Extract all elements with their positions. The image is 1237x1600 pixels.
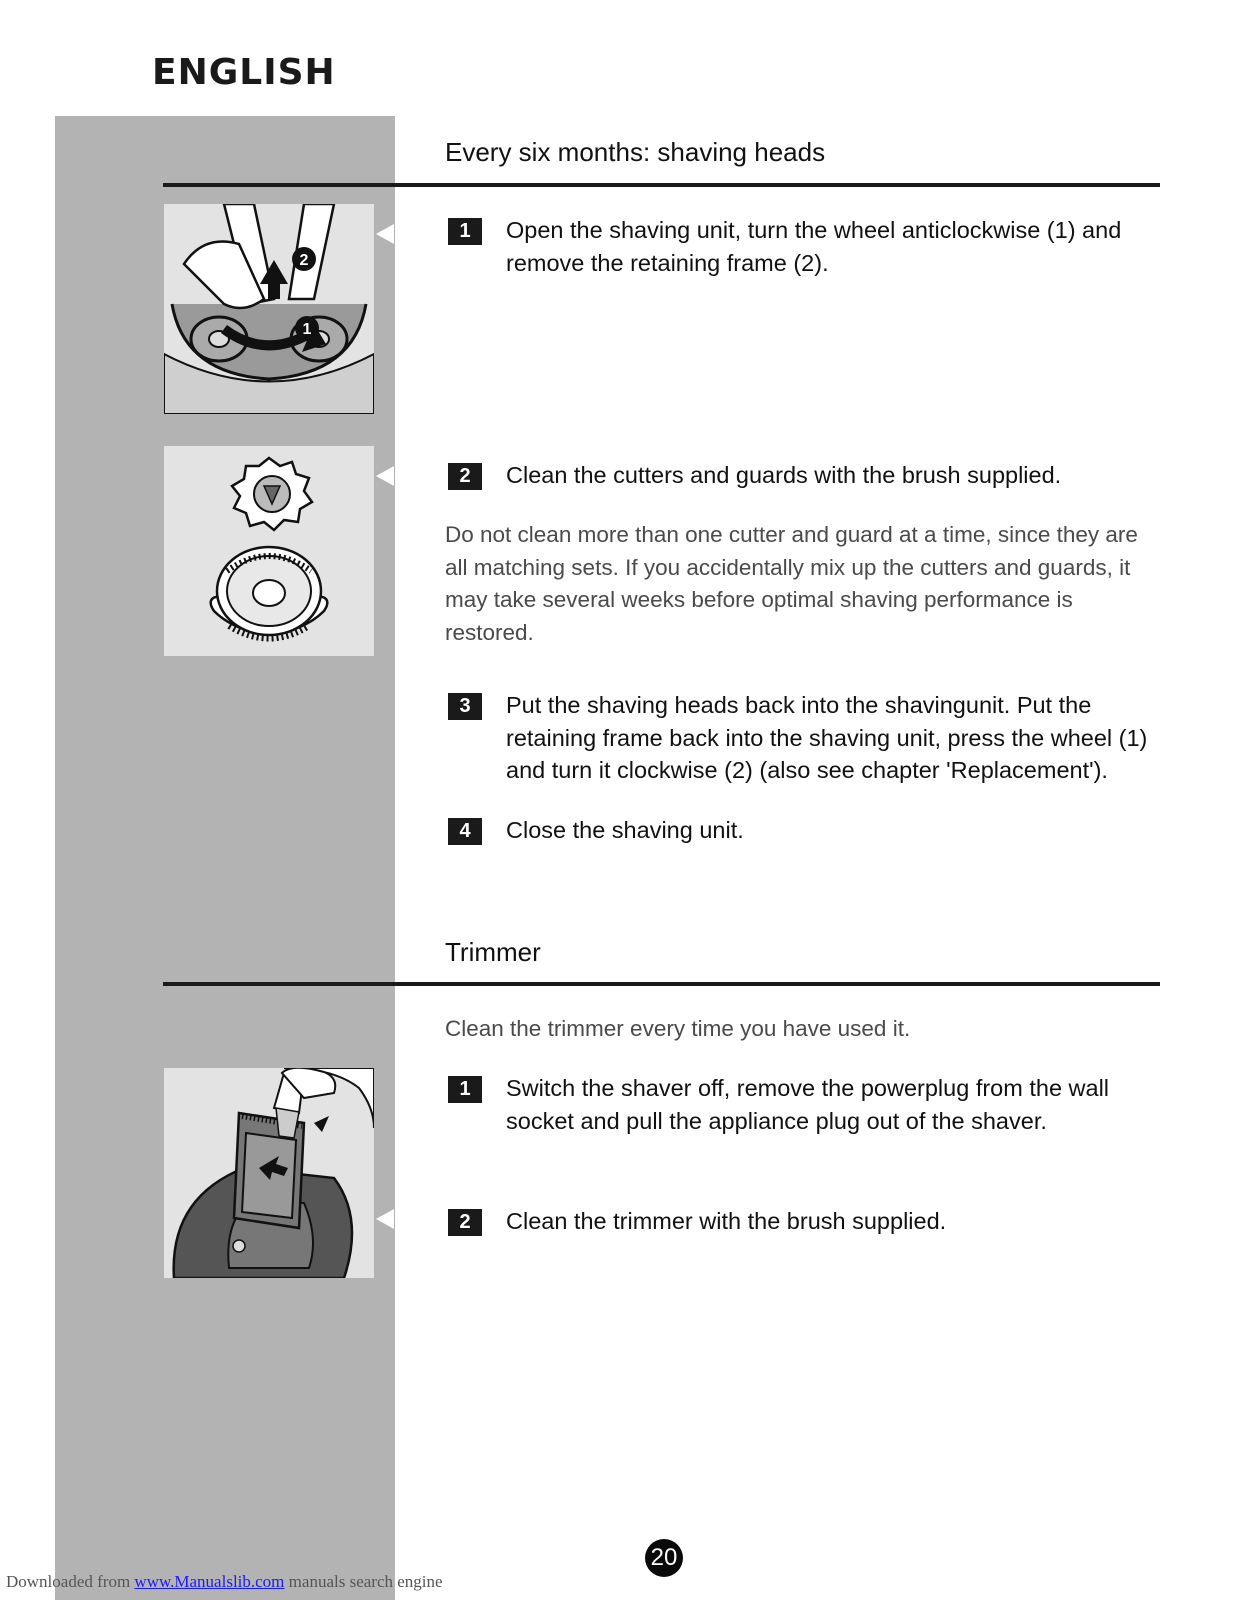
illustration-pointer: [376, 466, 394, 486]
figure-label-2: 2: [299, 252, 309, 269]
section-rule: [163, 982, 1160, 986]
illustration-pointer: [376, 224, 394, 244]
cleaning-note: Do not clean more than one cutter and guard at a time, since they are all matching sets. If you accidentally mix up the cutters and guards, it may take several weeks before optimal shaving performance is restored.: [445, 522, 1138, 645]
step-number-1: 1: [448, 218, 482, 245]
illustration-cutter-guard: [164, 446, 374, 656]
trimmer-step-number-2: 2: [448, 1209, 482, 1236]
language-heading: ENGLISH: [152, 52, 336, 93]
step-number-4: 4: [448, 818, 482, 845]
trimmer-step-text-2: Clean the trimmer with the brush supplied.: [506, 1208, 947, 1234]
download-footer: [6, 1572, 443, 1592]
footer-suffix: manuals search engine: [288, 1572, 443, 1591]
step-text-4: Close the shaving unit.: [506, 817, 744, 843]
section-title-trimmer: Trimmer: [445, 937, 541, 967]
manualslib-link[interactable]: www.Manualslib.com: [134, 1572, 285, 1591]
step-number-3: 3: [448, 693, 482, 720]
step-text-3: Put the shaving heads back into the shavingunit. Put the retaining frame back into the shaving unit, press the wheel (1) and turn it clockwise (2) (also see chapter 'Replacement').: [506, 692, 1148, 783]
section-title-shaving-heads: Every six months: shaving heads: [445, 137, 826, 167]
figure-label-1: 1: [302, 321, 312, 338]
illustration-pointer: [376, 1209, 394, 1229]
step-number-2: 2: [448, 463, 482, 490]
section-rule: [163, 183, 1160, 187]
trimmer-step-text-1: Switch the shaver off, remove the powerplug from the wall socket and pull the appliance plug out of the shaver.: [506, 1075, 1110, 1134]
page-number: 20: [645, 1539, 683, 1577]
footer-prefix: Downloaded from: [6, 1572, 131, 1591]
trimmer-step-number-1: 1: [448, 1076, 482, 1103]
trimmer-intro: Clean the trimmer every time you have used it.: [445, 1016, 911, 1041]
step-text-1: Open the shaving unit, turn the wheel anticlockwise (1) and remove the retaining frame (2).: [506, 217, 1122, 276]
illustration-remove-frame: [164, 204, 374, 414]
illustration-trimmer-brush: [164, 1068, 374, 1278]
step-text-2: Clean the cutters and guards with the brush supplied.: [506, 462, 1062, 488]
